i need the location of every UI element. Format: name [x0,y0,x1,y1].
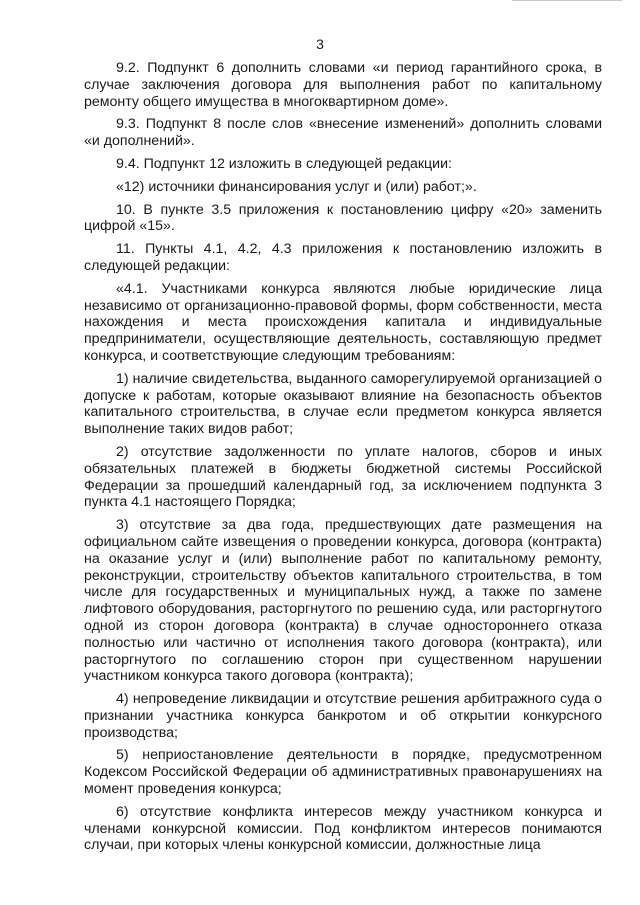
paragraph-4-1: «4.1. Участниками конкурса являются любые юридические лица независимо от организационно-правовой формы, форм собственности, места нахождения и места происхождения капитала и индивидуальные предприниматели, осуществляющие деятельность, составляющую предмет конкурса, и соответствующие следующим требованиям: [84,280,602,364]
paragraph-10: 10. В пункте 3.5 приложения к постановлению цифру «20» заменить цифрой «15». [84,201,602,235]
paragraph-9-4: 9.4. Подпункт 12 изложить в следующей редакции: [116,155,452,172]
scan-edge-mark [512,0,622,4]
paragraph-9-3: 9.3. Подпункт 8 после слов «внесение изменений» дополнить словами «и дополнений». [84,116,602,150]
paragraph-9-2: 9.2. Подпункт 6 дополнить словами «и период гарантийного срока, в случае заключения договора для выполнения работ по капитальному ремонту общего имущества в многоквартирном доме». [84,60,602,110]
requirement-1: 1) наличие свидетельства, выданного саморегулируемой организацией о допуске к работам, которые оказывают влияние на безопасность объектов капитального строительства, в случае если предметом конкурса является выполнение таких видов работ; [84,370,602,438]
paragraph-subitem-12: «12) источники финансирования услуг и (или) работ;». [116,178,477,195]
page-number: 3 [316,36,324,52]
requirement-6: 6) отсутствие конфликта интересов между участником конкурса и членами конкурсной комиссии. Под конфликтом интересов понимаются случаи, при которых члены конкурсной комиссии, должностные лица [84,803,602,854]
document-body [84,60,602,860]
paragraph-11: 11. Пункты 4.1, 4.2, 4.3 приложения к постановлению изложить в следующей редакции: [84,241,602,274]
requirement-3: 3) отсутствие за два года, предшествующих дате размещения на официальном сайте извещения о проведении конкурса, договора (контракта) на оказание услуг и (или) выполнение работ по капитальному ремонту, реконструкции, строительству объектов капитального строительства, в том числе для государственных и муниципальных нужд, а также по замене лифтового оборудования, расторгнутого по решению суда, или расторгнутого одной из сторон договора (контракта) в случае одностороннего отказа полностью или частично от исполнения такого договора (контракта), или расторгнутого по соглашению сторон при существенном нарушении участником конкурса такого договора (контракта); [84,517,602,685]
requirement-5: 5) неприостановление деятельности в порядке, предусмотренном Кодексом Российской Федерации об административных правонарушениях на момент проведения конкурса; [84,747,602,798]
requirement-2: 2) отсутствие задолженности по уплате налогов, сборов и иных обязательных платежей в бюджеты бюджетной системы Российской Федерации за прошедший календарный год, за исключением подпункта 3 пункта 4.1 настоящего Порядка; [84,443,602,511]
requirement-4: 4) непроведение ликвидации и отсутствие решения арбитражного суда о признании участника конкурса банкротом и об открытии конкурсного производства; [84,691,602,741]
